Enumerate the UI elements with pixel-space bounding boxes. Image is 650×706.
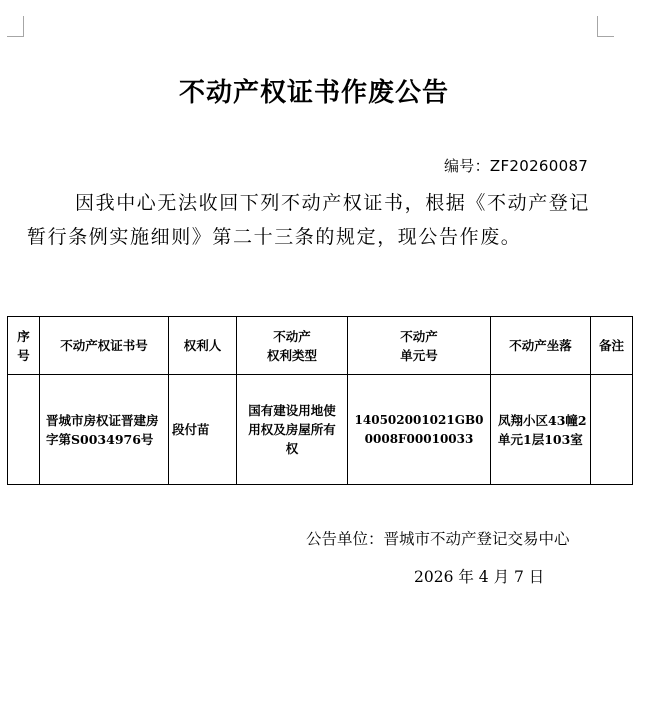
issue-date: 2026 年 4 月 7 日 xyxy=(414,568,545,586)
voided-certificates-table xyxy=(7,316,633,485)
header-remark: 备注 xyxy=(591,317,633,375)
header-right-type-line2: 权利类型 xyxy=(266,347,317,363)
header-holder: 权利人 xyxy=(169,317,237,375)
header-location: 不动产坐落 xyxy=(491,317,591,375)
cell-unit-no: 140502001021GB00008F00010033 xyxy=(348,375,491,485)
document-title: 不动产权证书作废公告 xyxy=(178,78,449,108)
page-corner-mark-top-right xyxy=(597,16,614,37)
page-corner-mark-top-left xyxy=(7,16,24,37)
body-paragraph: 因我中心无法收回下列不动产权证书，根据《不动产登记暂行条例实施细则》第二十三条的规定，现公告作废。 xyxy=(27,192,591,248)
table-row xyxy=(8,375,633,485)
header-unit-no-line2: 单元号 xyxy=(400,347,438,363)
document-number: 编号：ZF20260087 xyxy=(444,157,589,175)
header-seq xyxy=(8,317,40,375)
header-unit-no-line1: 不动产 xyxy=(400,328,438,344)
issuing-unit: 公告单位：晋城市不动产登记交易中心 xyxy=(306,530,570,548)
cell-certificate-no: 晋城市房权证晋建房字第S0034976号 xyxy=(40,375,169,485)
table-header-row xyxy=(8,317,633,375)
cell-remark xyxy=(591,375,633,485)
header-seq-line2: 号 xyxy=(17,347,30,363)
header-right-type xyxy=(237,317,348,375)
header-seq-line1: 序 xyxy=(17,328,30,344)
cell-seq xyxy=(8,375,40,485)
header-right-type-line1: 不动产 xyxy=(273,328,311,344)
cell-location: 凤翔小区43幢2单元1层103室 xyxy=(491,375,591,485)
cell-holder: 段付苗 xyxy=(169,375,237,485)
cell-right-type: 国有建设用地使用权及房屋所有权 xyxy=(237,375,348,485)
header-certificate-no: 不动产权证书号 xyxy=(40,317,169,375)
header-unit-no xyxy=(348,317,491,375)
